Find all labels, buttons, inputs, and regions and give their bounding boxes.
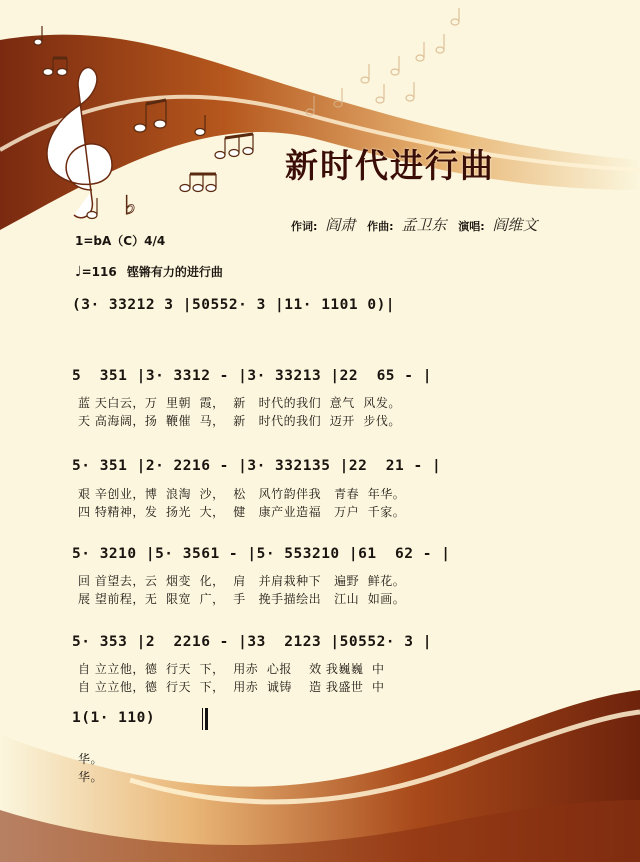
- quarter-note-icon: ♩: [75, 264, 82, 280]
- lyric-line: 华。: [78, 752, 104, 766]
- credits-line: [291, 214, 545, 235]
- notation-row-6: 1(1· 110): [72, 710, 156, 726]
- key-signature: 1=bA（C）4/4: [75, 234, 166, 248]
- performer-signature: 阎维文: [492, 216, 538, 234]
- final-barline: [202, 708, 208, 730]
- lyric-line: 天 高海阔，扬 鞭催 马， 新 时代的我们 迈开 步伐。: [78, 414, 401, 428]
- tempo-value: =116: [81, 265, 117, 279]
- notation-row-3: 5· 351 |2· 2216 - |3· 332135 |22 21 - |: [72, 458, 442, 474]
- tempo-expression: 铿锵有力的进行曲: [126, 265, 223, 279]
- lyric-line: 回 首望去，云 烟变 化， 肩 并肩栽种下 遍野 鲜花。: [78, 574, 406, 588]
- composer-signature: 孟卫东: [401, 216, 447, 234]
- song-title: 新时代进行曲: [285, 146, 495, 185]
- tempo-marking: [75, 263, 223, 280]
- notation-row-4: 5· 3210 |5· 3561 - |5· 553210 |61 62 - |: [72, 546, 451, 562]
- lyric-line: 四 特精神，发 扬光 大， 健 康产业造福 万户 千家。: [78, 505, 406, 519]
- notation-row-1: (3· 33212 3 |50552· 3 |11· 1101 0)|: [72, 297, 396, 313]
- lyric-line: 自 立立他，德 行天 下， 用赤 心报 效 我巍巍 中: [78, 662, 385, 676]
- lyric-line: 华。: [78, 770, 104, 784]
- lyric-line: 自 立立他，德 行天 下， 用赤 诚铸 造 我盛世 中: [78, 680, 385, 694]
- flat-symbol-icon: ♭: [124, 191, 137, 221]
- lyric-line: 展 望前程，无 限宽 广， 手 挽手描绘出 江山 如画。: [78, 592, 406, 606]
- lyricist-label: 作词:: [291, 220, 318, 233]
- top-wave: [0, 35, 640, 230]
- notation-row-2: 5 351 |3· 3312 - |3· 33213 |22 65 - |: [72, 368, 432, 384]
- performer-label: 演唱:: [458, 220, 485, 233]
- lyric-line: 艰 辛创业，博 浪淘 沙， 松 风竹韵伴我 青春 年华。: [78, 487, 406, 501]
- notation-row-5: 5· 353 |2 2216 - |33 2123 |50552· 3 |: [72, 634, 432, 650]
- lyricist-signature: 阎肃: [325, 216, 356, 234]
- composer-label: 作曲:: [367, 220, 394, 233]
- lyric-line: 蓝 天白云，万 里朝 霞， 新 时代的我们 意气 风发。: [78, 396, 401, 410]
